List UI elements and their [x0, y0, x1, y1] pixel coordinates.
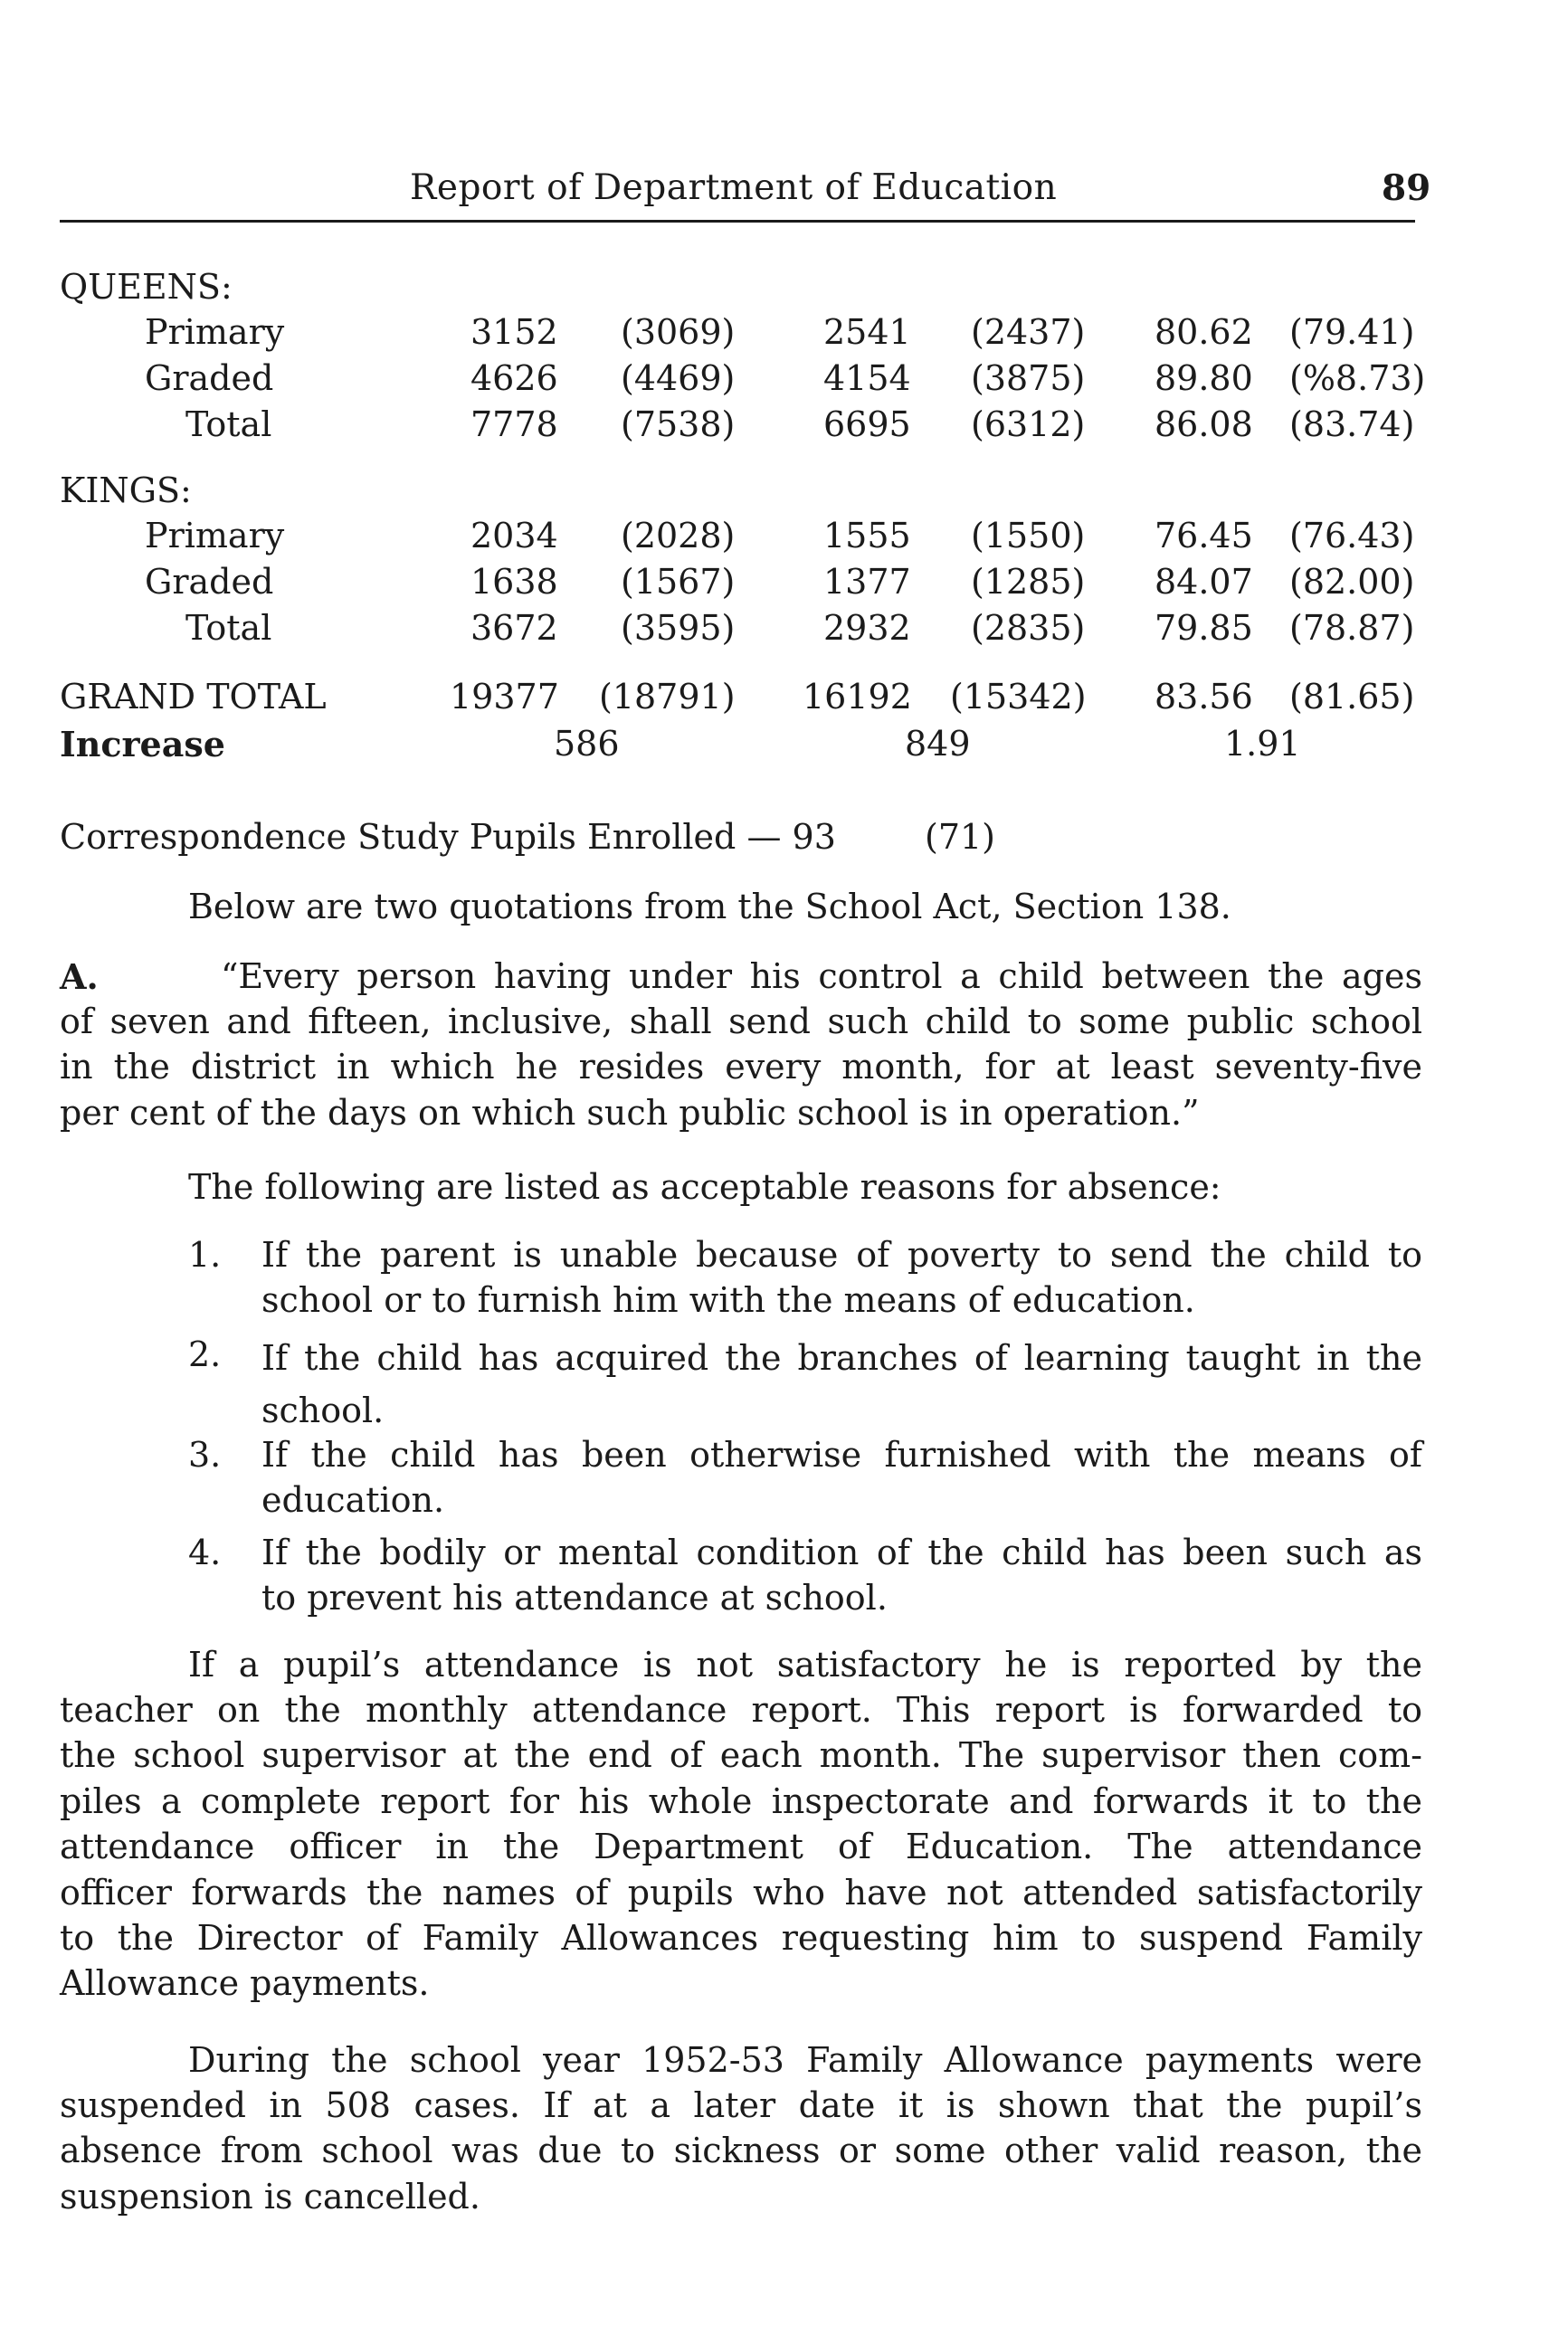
list-item: [261, 1432, 1422, 1524]
text-line: of seven and fifteen, inclusive, shall send such child to some public school: [60, 1002, 1422, 1041]
cell: 2541: [823, 312, 911, 352]
cell: 86.08: [1155, 404, 1253, 444]
cell: (3069): [621, 312, 736, 352]
text-line: per cent of the days on which such public school is in operation.”: [60, 1092, 1200, 1133]
text-line: If the child has acquired the branches of learning taught in the: [261, 1338, 1422, 1378]
cell: (81.65): [1289, 677, 1415, 717]
list-number: 3.: [188, 1435, 222, 1475]
cell: (83.74): [1289, 404, 1415, 444]
text-line: If a pupil’s attendance is not satisfactory he is reported by the: [188, 1645, 1422, 1685]
row-label: Total: [185, 404, 272, 444]
cell: (78.87): [1289, 608, 1415, 648]
cell: 1377: [823, 562, 911, 602]
cell: (4469): [621, 358, 736, 398]
paragraph-2-body: [60, 2083, 1422, 2219]
text-line: education.: [261, 1480, 445, 1521]
row-label: Total: [185, 608, 272, 648]
text-line: absence from school was due to sickness or some other valid reason, the: [60, 2131, 1422, 2171]
text-line: school.: [261, 1391, 385, 1430]
text-line: If the parent is unable because of poverty to send the child to: [261, 1235, 1422, 1275]
page-number: 89: [1382, 167, 1431, 209]
grand-total-label: GRAND TOTAL: [60, 677, 327, 717]
correspondence-previous: (71): [925, 817, 996, 857]
cell: (3595): [621, 608, 736, 648]
group-label-queens: QUEENS:: [60, 267, 233, 307]
list-item: [261, 1232, 1422, 1324]
cell: 83.56: [1155, 677, 1253, 717]
cell: 1638: [470, 562, 558, 602]
cell: 1555: [823, 516, 911, 555]
text-line: to the Director of Family Allowances requesting him to suspend Family: [60, 1918, 1422, 1959]
cell: (1285): [971, 562, 1086, 602]
list-number: 2.: [188, 1334, 222, 1374]
cell: (%8.73): [1289, 358, 1426, 398]
cell: 3672: [470, 608, 558, 648]
cell: 16192: [803, 677, 912, 717]
cell: (1550): [971, 516, 1086, 555]
cell: 849: [905, 724, 971, 764]
text-line: If the child has been otherwise furnished with the means of: [261, 1435, 1422, 1475]
text-line: If the bodily or mental condition of the child has been such as: [261, 1533, 1422, 1572]
group-label-kings: KINGS:: [60, 470, 192, 510]
cell: (82.00): [1289, 562, 1415, 602]
text-line: teacher on the monthly attendance report. This report is forwarded to: [60, 1690, 1422, 1730]
cell: 4626: [470, 358, 558, 398]
cell: (2028): [621, 516, 736, 555]
paragraph-1-body: [60, 1687, 1422, 2007]
cell: 80.62: [1155, 312, 1253, 352]
cell: 4154: [823, 358, 911, 398]
cell: 76.45: [1155, 516, 1253, 555]
page-header-title: Report of Department of Education: [410, 167, 1058, 208]
cell: 19377: [450, 677, 559, 717]
cell: (7538): [621, 404, 736, 444]
cell: (79.41): [1289, 312, 1415, 352]
row-label: Graded: [145, 358, 274, 398]
text-line: During the school year 1952-53 Family Allowance payments were: [188, 2040, 1422, 2080]
cell: (1567): [621, 562, 736, 602]
cell: 89.80: [1155, 358, 1253, 398]
cell: 84.07: [1155, 562, 1253, 602]
quote-a-marker: A.: [60, 956, 99, 997]
text-line: suspension is cancelled.: [60, 2176, 480, 2217]
text-line: school or to furnish him with the means of education.: [261, 1280, 1195, 1321]
text-line: attendance officer in the Department of Education. The attendance: [60, 1827, 1422, 1867]
row-label: Primary: [145, 516, 285, 555]
cell: (3875): [971, 358, 1086, 398]
cell: 6695: [823, 404, 911, 444]
cell: (6312): [971, 404, 1086, 444]
paragraph-2-first-line: [188, 2037, 1422, 2083]
text-line: “Every person having under his control a child between the ages: [221, 956, 1422, 996]
quotations-intro: Below are two quotations from the School Act, Section 138.: [188, 887, 1231, 926]
text-line: Allowance payments.: [60, 1963, 430, 2004]
text-line: in the district in which he resides every month, for at least seventy-five: [60, 1047, 1422, 1087]
list-item: [261, 1530, 1422, 1621]
text-line: piles a complete report for his whole inspectorate and forwards it to the: [60, 1780, 1422, 1821]
text-line: officer forwards the names of pupils who have not attended satisfactorily: [60, 1872, 1422, 1913]
cell: 586: [554, 724, 620, 764]
list-number: 4.: [188, 1533, 222, 1572]
cell: 1.91: [1224, 724, 1301, 764]
reasons-intro: The following are listed as acceptable reasons for absence:: [188, 1167, 1221, 1207]
list-number: 1.: [188, 1235, 222, 1275]
cell: (76.43): [1289, 516, 1415, 555]
cell: (15342): [950, 677, 1087, 717]
text-line: suspended in 508 cases. If at a later date it is shown that the pupil’s: [60, 2085, 1422, 2125]
cell: 3152: [470, 312, 558, 352]
quote-a-first-line: [221, 954, 1422, 999]
cell: (2835): [971, 608, 1086, 648]
increase-label: Increase: [60, 724, 225, 764]
text-line: the school supervisor at the end of each month. The supervisor then com-: [60, 1735, 1422, 1776]
row-label: Primary: [145, 312, 285, 352]
quote-a-body: [60, 999, 1422, 1135]
correspondence-label: Correspondence Study Pupils Enrolled — 93: [60, 817, 836, 857]
paragraph-1-first-line: [188, 1642, 1422, 1687]
cell: (2437): [971, 312, 1086, 352]
cell: 2932: [823, 608, 911, 648]
cell: (18791): [599, 677, 736, 717]
cell: 2034: [470, 516, 558, 555]
cell: 79.85: [1155, 608, 1253, 648]
row-label: Graded: [145, 562, 274, 602]
header-rule: [60, 220, 1415, 223]
list-item: [261, 1332, 1422, 1437]
cell: 7778: [470, 404, 558, 444]
text-line: to prevent his attendance at school.: [261, 1578, 888, 1619]
